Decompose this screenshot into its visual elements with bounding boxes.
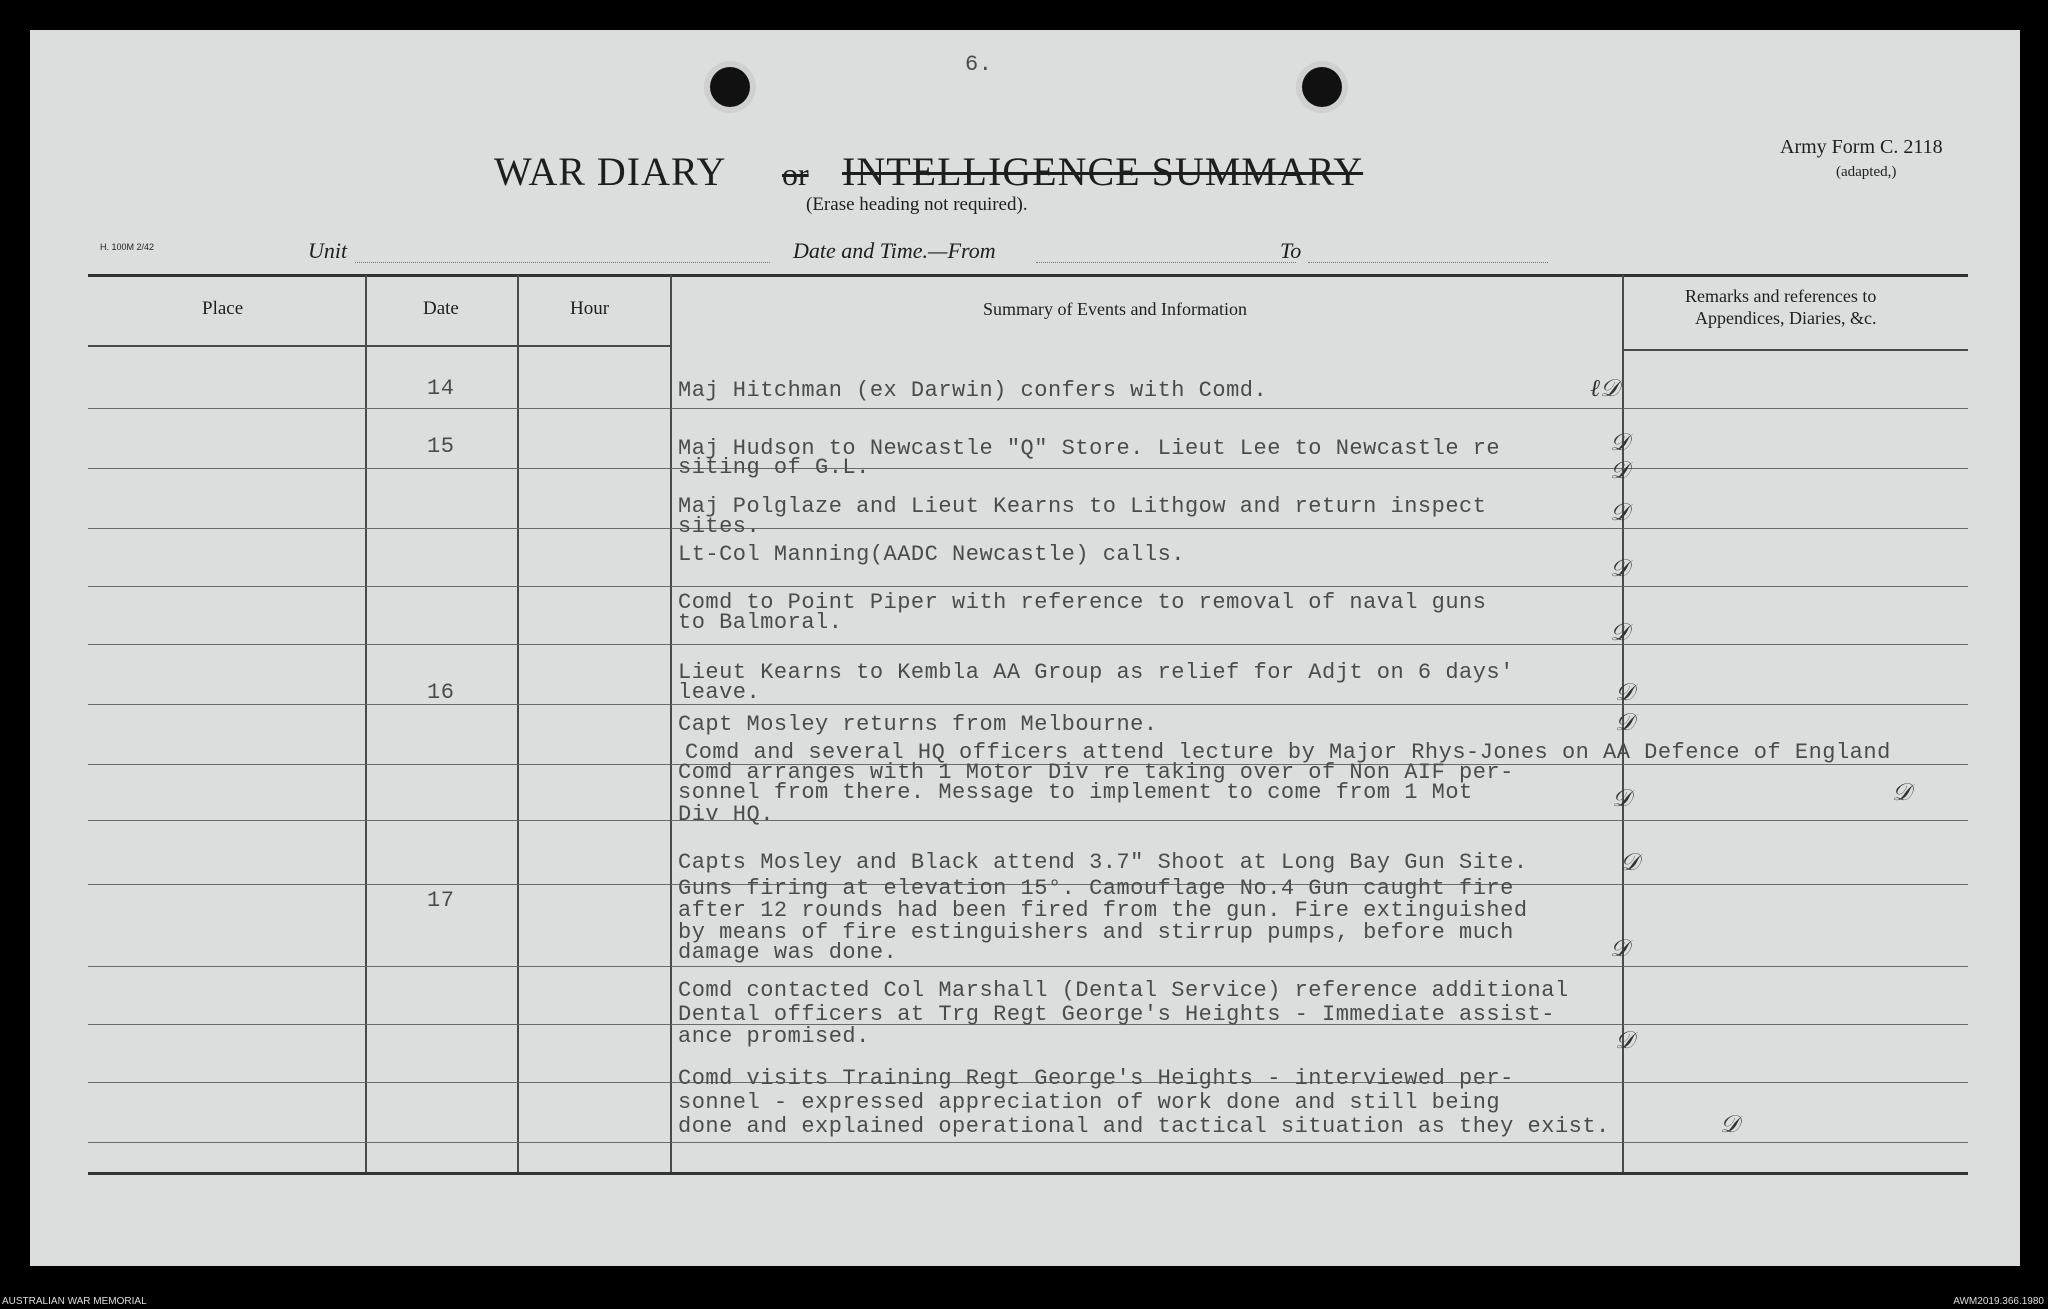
col-divider-date (517, 275, 519, 1172)
ruled-line (1623, 468, 1968, 469)
ruled-line (88, 704, 670, 705)
entry-line: Comd visits Training Regt George's Heights - interviewed per- (678, 1066, 1514, 1091)
ruled-line (1623, 704, 1968, 705)
handwritten-initials: 𝒟 (1610, 458, 1630, 484)
entry-line: Maj Hudson to Newcastle "Q" Store. Lieut Lee to Newcastle re (678, 436, 1501, 461)
print-code: H. 100M 2/42 (100, 242, 155, 252)
entry-line: Capt Mosley returns from Melbourne. (678, 712, 1158, 737)
footer-left: AUSTRALIAN WAR MEMORIAL (2, 1296, 147, 1307)
ruled-line (88, 586, 670, 587)
header-row-rule-right (1623, 349, 1968, 351)
title-subtitle: (Erase heading not required). (806, 194, 1028, 215)
entry-line: Comd to Point Piper with reference to removal of naval guns (678, 590, 1487, 615)
entry-line: sonnel - expressed appreciation of work done and still being (678, 1090, 1501, 1115)
ruled-line (671, 586, 1622, 587)
column-header-place: Place (202, 298, 244, 319)
handwritten-initials: ℓ𝒟 (1590, 376, 1620, 402)
from-field-line (1036, 262, 1296, 263)
date-15: 15 (427, 434, 455, 459)
handwritten-initials: 𝒟 (1610, 430, 1630, 456)
handwritten-initials: 𝒟 (1610, 620, 1630, 646)
handwritten-initials: 𝒟 (1610, 936, 1630, 962)
ruled-line (1623, 884, 1968, 885)
ruled-line (88, 1024, 670, 1025)
ruled-line (88, 764, 670, 765)
ruled-line (1623, 1024, 1968, 1025)
column-header-hour: Hour (570, 298, 610, 319)
handwritten-initials: 𝒟 (1615, 1028, 1635, 1054)
ruled-line (1623, 586, 1968, 587)
entry-line: sonnel from there. Message to implement to come from 1 Mot (678, 780, 1473, 805)
ruled-line (1623, 966, 1968, 967)
unit-label: Unit (308, 238, 348, 263)
page-number: 6. (965, 52, 993, 77)
handwritten-initials: 𝒟 (1615, 680, 1635, 706)
entry-line: siting of G.L. (678, 455, 870, 480)
title-war-diary: WAR DIARY (494, 149, 727, 194)
column-header-remarks-1: Remarks and references to (1685, 286, 1877, 306)
ruled-line (88, 528, 670, 529)
entry-line: Maj Polglaze and Lieut Kearns to Lithgow and return inspect (678, 494, 1487, 519)
ruled-line (671, 1142, 1622, 1143)
handwritten-initials: 𝒟 (1620, 850, 1640, 876)
ruled-line (671, 528, 1622, 529)
adapted-label: (adapted,) (1836, 164, 1897, 180)
column-header-date: Date (423, 298, 459, 319)
ruled-line (671, 966, 1622, 967)
entry-line: ance promised. (678, 1024, 870, 1049)
ruled-line (88, 468, 670, 469)
entry-line: done and explained operational and tactical situation as they exist. (678, 1114, 1610, 1139)
entry-line: Lieut Kearns to Kembla AA Group as relief for Adjt on 6 days' (678, 660, 1514, 685)
entry-line: Capts Mosley and Black attend 3.7" Shoot at Long Bay Gun Site. (678, 850, 1528, 875)
ruled-line (1623, 644, 1968, 645)
ruled-line (88, 966, 670, 967)
to-field-line (1308, 262, 1548, 263)
ruled-line (88, 408, 670, 409)
footer-right: AWM2019.366.1980 (1953, 1296, 2044, 1307)
ruled-line (671, 820, 1622, 821)
entry-line: damage was done. (678, 940, 898, 965)
column-header-summary: Summary of Events and Information (983, 299, 1247, 319)
handwritten-initials: 𝒟 (1612, 786, 1632, 812)
to-label: To (1280, 238, 1302, 263)
entry-line: Dental officers at Trg Regt George's Heights - Immediate assist- (678, 1002, 1555, 1027)
entry-line: to Balmoral. (678, 610, 843, 635)
handwritten-initials: 𝒟 (1615, 710, 1635, 736)
entry-line: Comd contacted Col Marshall (Dental Service) reference additional (678, 978, 1569, 1003)
ruled-line (1623, 820, 1968, 821)
date-14: 14 (427, 376, 455, 401)
entry-line: Maj Hitchman (ex Darwin) confers with Comd. (678, 378, 1268, 403)
col-divider-place (365, 275, 367, 1172)
ruled-line (1623, 1082, 1968, 1083)
col-divider-hour (670, 275, 672, 1172)
ruled-line (671, 704, 1622, 705)
ruled-line (1623, 528, 1968, 529)
handwritten-initials: 𝒟 (1720, 1112, 1740, 1138)
title-intelligence-summary: INTELLIGENCE SUMMARY (842, 149, 1364, 194)
ruled-line (88, 1082, 670, 1083)
entry-line: Comd arranges with 1 Motor Div re taking over of Non AIF per- (678, 760, 1514, 785)
handwritten-initials: 𝒟 (1892, 780, 1912, 806)
date-16: 16 (427, 680, 455, 705)
handwritten-initials: 𝒟 (1610, 500, 1630, 526)
punch-hole-left (710, 67, 750, 107)
unit-field-line (355, 262, 770, 263)
ruled-line (671, 644, 1622, 645)
diary-page (30, 30, 2020, 1266)
punch-hole-right (1302, 67, 1342, 107)
table-bottom-rule (88, 1172, 1968, 1175)
entry-line: by means of fire estinguishers and stirrup pumps, before much (678, 920, 1514, 945)
entry-line: Guns firing at elevation 15°. Camouflage No.4 Gun caught fire (678, 876, 1514, 901)
ruled-line (88, 1142, 670, 1143)
ruled-line (1623, 1142, 1968, 1143)
ruled-line (1623, 408, 1968, 409)
entry-line: leave. (678, 680, 761, 705)
entry-line: Comd and several HQ officers attend lecture by Major Rhys-Jones on AA Defence of England (685, 740, 1891, 765)
entry-line: Lt-Col Manning(AADC Newcastle) calls. (678, 542, 1185, 567)
title-or: or (782, 156, 809, 192)
entry-line: Div HQ. (678, 802, 774, 827)
army-form-label: Army Form C. 2118 (1780, 136, 1943, 158)
date-time-label: Date and Time.—From (793, 238, 996, 263)
ruled-line (671, 408, 1622, 409)
table-top-rule (88, 274, 1968, 277)
ruled-line (88, 820, 670, 821)
header-row-rule-left (88, 345, 670, 347)
column-header-remarks-2: Appendices, Diaries, &c. (1695, 308, 1877, 328)
ruled-line (88, 644, 670, 645)
ruled-line (88, 884, 670, 885)
entry-line: sites. (678, 514, 761, 539)
handwritten-initials: 𝒟 (1610, 556, 1630, 582)
date-17: 17 (427, 888, 455, 913)
entry-line: after 12 rounds had been fired from the gun. Fire extinguished (678, 898, 1528, 923)
